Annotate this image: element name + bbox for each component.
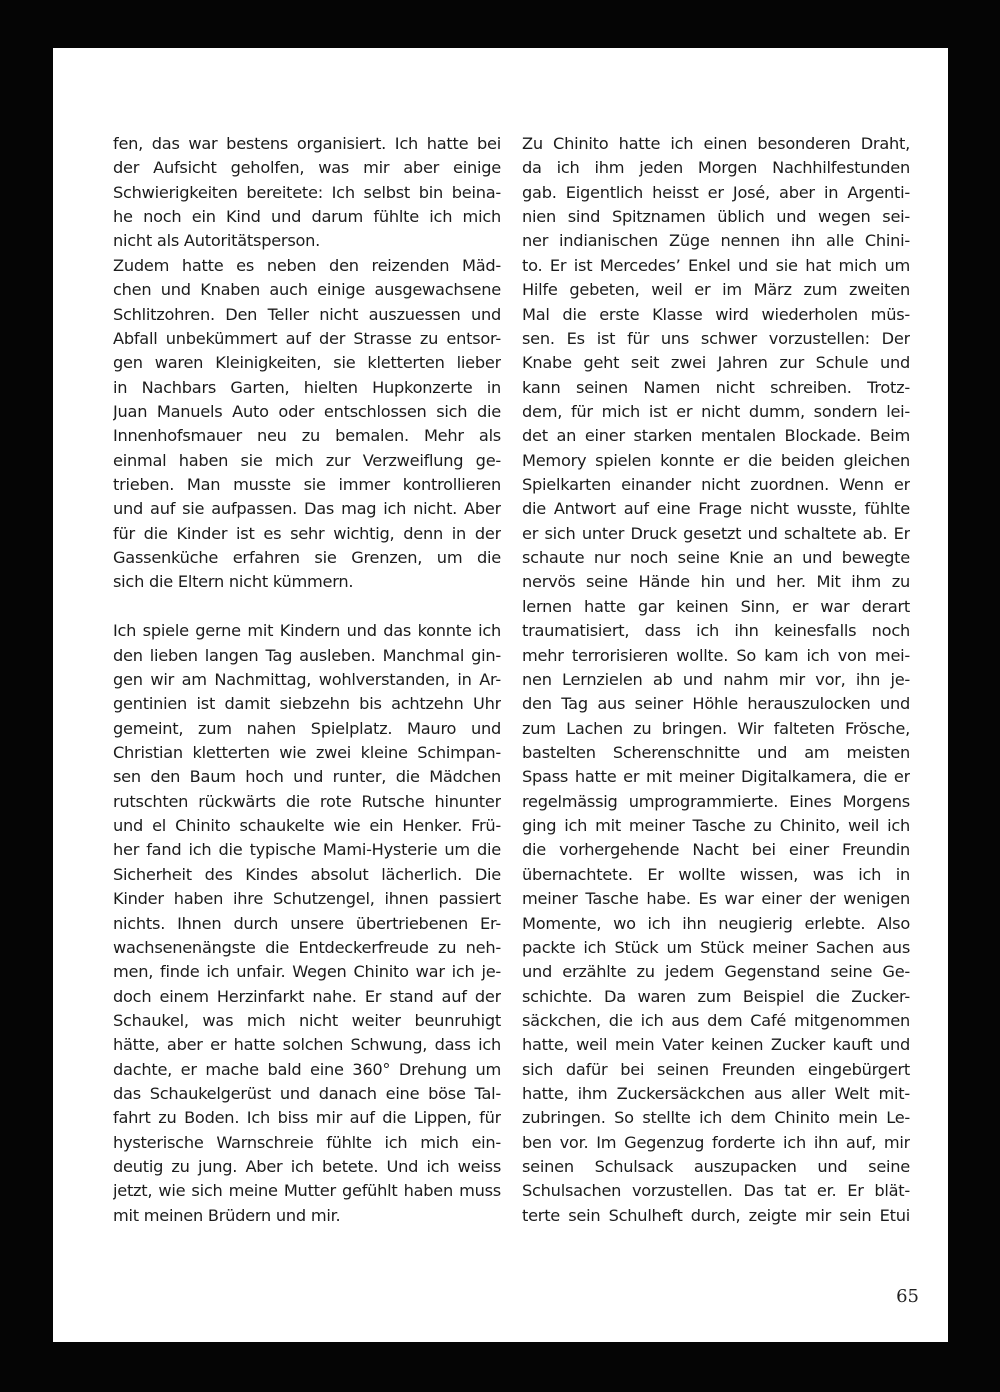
- text-line: Mal die erste Klasse wird wiederholen müs-: [522, 304, 910, 324]
- text-line: sen den Baum hoch und runter, die Mädchen: [113, 767, 501, 787]
- text-line: chen und Knaben auch einige ausgewachsene: [113, 280, 501, 300]
- text-line: gen waren Kleinigkeiten, sie kletterten lieber: [113, 353, 501, 373]
- left-text-column: [113, 132, 501, 1228]
- text-line: gemeint, zum nahen Spielplatz. Mauro und: [113, 718, 501, 738]
- text-line: Spielkarten einander nicht zuordnen. Wenn er: [522, 475, 910, 495]
- text-line: Zu Chinito hatte ich einen besonderen Draht,: [522, 134, 910, 153]
- text-line: das Schaukelgerüst und danach eine böse Tal-: [113, 1084, 501, 1104]
- text-line: packte ich Stück um Stück meiner Sachen aus: [522, 937, 910, 957]
- text-line: Schulsachen vorzustellen. Das tat er. Er blät-: [522, 1181, 910, 1201]
- text-line: in Nachbars Garten, hielten Hupkonzerte in: [113, 377, 501, 397]
- text-line: Abfall unbekümmert auf der Strasse zu entsor-: [113, 328, 501, 348]
- text-line: Memory spielen konnte er die beiden gleichen: [522, 450, 910, 470]
- text-line: und erzählte zu jedem Gegenstand seine Ge-: [522, 962, 910, 982]
- text-line: ging ich mit meiner Tasche zu Chinito, weil ich: [522, 816, 910, 836]
- text-line: sen. Es ist für uns schwer vorzustellen: Der: [522, 328, 910, 348]
- text-line: Ich spiele gerne mit Kindern und das konnte ich: [113, 621, 501, 641]
- text-line: her fand ich die typische Mami-Hysterie um die: [113, 840, 501, 860]
- text-line: hätte, aber er hatte solchen Schwung, dass ich: [113, 1035, 501, 1055]
- text-line: Sicherheit des Kindes absolut lächerlich. Die: [113, 864, 501, 884]
- text-line: det an einer starken mentalen Blockade. Beim: [522, 426, 910, 446]
- text-line: zubringen. So stellte ich dem Chinito mein Le-: [522, 1108, 910, 1128]
- text-line: Schaukel, was mich nicht weiter beunruhigt: [113, 1010, 501, 1030]
- text-line: lernen hatte gar keinen Sinn, er war derart: [522, 596, 910, 616]
- text-line: und auf sie aufpassen. Das mag ich nicht. Aber: [113, 499, 501, 519]
- text-line: kann seinen Namen nicht schreiben. Trotz-: [522, 377, 910, 397]
- text-line: hysterische Warnschreie fühlte ich mich ein-: [113, 1132, 501, 1152]
- text-line: nien sind Spitznamen üblich und wegen sei-: [522, 207, 910, 227]
- text-line: für die Kinder ist es sehr wichtig, denn in der: [113, 523, 501, 543]
- text-line: regelmässig umprogrammierte. Eines Morgens: [522, 791, 910, 811]
- text-line: to. Er ist Mercedes’ Enkel und sie hat mich um: [522, 255, 910, 275]
- text-line: he noch ein Kind und darum fühlte ich mich: [113, 207, 501, 227]
- text-line: ner indianischen Züge nennen ihn alle Chini-: [522, 231, 910, 251]
- text-line: schichte. Da waren zum Beispiel die Zucker-: [522, 986, 910, 1006]
- text-line: bastelten Scherenschnitte und am meisten: [522, 742, 910, 762]
- text-line: da ich ihm jeden Morgen Nachhilfestunden: [522, 158, 910, 178]
- text-line: terte sein Schulheft durch, zeigte mir sein Etui: [522, 1205, 910, 1225]
- right-text-column: [522, 132, 910, 1228]
- text-line: doch einem Herzinfarkt nahe. Er stand auf der: [113, 986, 501, 1006]
- text-line: nervös seine Hände hin und her. Mit ihm zu: [522, 572, 910, 592]
- text-line: mit meinen Brüdern und mir.: [113, 1205, 341, 1225]
- text-line: mehr terrorisieren wollte. So kam ich von mei-: [522, 645, 910, 665]
- text-line: sich dafür bei seinen Freunden eingebürgert: [522, 1059, 910, 1079]
- text-line: nen Lernzielen ab und nahm mir vor, ihn je-: [522, 669, 910, 689]
- text-line: Momente, wo ich ihn neugierig erlebte. Also: [522, 913, 910, 933]
- text-line: dachte, er mache bald eine 360° Drehung um: [113, 1059, 501, 1079]
- text-line: traumatisiert, dass ich ihn keinesfalls noch: [522, 621, 910, 641]
- text-line: trieben. Man musste sie immer kontrollieren: [113, 475, 501, 495]
- text-line: Gassenküche erfahren sie Grenzen, um die: [113, 548, 501, 568]
- text-line: hatte, weil mein Vater keinen Zucker kauft und: [522, 1035, 910, 1055]
- text-line: meiner Tasche habe. Es war einer der wenigen: [522, 889, 910, 909]
- text-line: fahrt zu Boden. Ich biss mir auf die Lippen, für: [113, 1108, 501, 1128]
- text-line: Christian kletterten wie zwei kleine Schimpan-: [113, 742, 501, 762]
- text-line: und el Chinito schaukelte wie ein Henker. Frü-: [113, 816, 501, 836]
- text-line: Knabe geht seit zwei Jahren zur Schule und: [522, 353, 910, 373]
- text-line: rutschten rückwärts die rote Rutsche hinunter: [113, 791, 501, 811]
- text-line: ben vor. Im Gegenzug forderte ich ihn auf, mir: [522, 1132, 910, 1152]
- text-line: säckchen, die ich aus dem Café mitgenommen: [522, 1010, 910, 1030]
- text-line: Kinder haben ihre Schutzengel, ihnen passiert: [113, 889, 501, 909]
- text-line: übernachtete. Er wollte wissen, was ich in: [522, 864, 910, 884]
- text-line: seinen Schulsack auszupacken und seine: [522, 1157, 910, 1177]
- text-line: der Aufsicht geholfen, was mir aber einige: [113, 158, 501, 178]
- text-line: die Antwort auf eine Frage nicht wusste, fühlte: [522, 499, 910, 519]
- text-line: Schlitzohren. Den Teller nicht auszuessen und: [113, 304, 501, 324]
- text-line: Hilfe gebeten, weil er im März zum zweiten: [522, 280, 910, 300]
- text-line: Schwierigkeiten bereitete: Ich selbst bin beina-: [113, 182, 501, 202]
- text-line: gen wir am Nachmittag, wohlverstanden, in Ar-: [113, 669, 501, 689]
- text-line: die vorhergehende Nacht bei einer Freundin: [522, 840, 910, 860]
- book-page: [53, 48, 948, 1342]
- text-line: fen, das war bestens organisiert. Ich hatte bei: [113, 134, 501, 153]
- text-line: dem, für mich ist er nicht dumm, sondern lei-: [522, 401, 910, 421]
- text-line: gentinien ist damit siebzehn bis achtzehn Uhr: [113, 694, 501, 714]
- text-line: men, finde ich unfair. Wegen Chinito war ich je-: [113, 962, 501, 982]
- text-line: hatte, ihm Zuckersäckchen aus aller Welt mit-: [522, 1084, 910, 1104]
- text-line: den Tag aus seiner Höhle herauszulocken und: [522, 694, 910, 714]
- text-line: Zudem hatte es neben den reizenden Mäd-: [113, 255, 501, 275]
- text-line: Juan Manuels Auto oder entschlossen sich die: [113, 401, 501, 421]
- text-line: jetzt, wie sich meine Mutter gefühlt haben muss: [113, 1181, 501, 1201]
- text-line: wachsenenängste die Entdeckerfreude zu neh-: [113, 937, 501, 957]
- text-line: einmal haben sie mich zur Verzweiflung ge-: [113, 450, 501, 470]
- text-line: den lieben langen Tag ausleben. Manchmal gin-: [113, 645, 501, 665]
- text-line: zum Lachen zu bringen. Wir falteten Frösche,: [522, 718, 910, 738]
- text-line: deutig zu jung. Aber ich betete. Und ich weiss: [113, 1157, 501, 1177]
- text-line: er sich unter Druck gesetzt und schaltete ab. Er: [522, 523, 910, 543]
- text-line: schaute nur noch seine Knie an und bewegte: [522, 548, 910, 568]
- text-line: Innenhofsmauer neu zu bemalen. Mehr als: [113, 426, 501, 446]
- text-line: Spass hatte er mit meiner Digitalkamera, die er: [522, 767, 910, 787]
- text-line: nichts. Ihnen durch unsere übertriebenen Er-: [113, 913, 501, 933]
- text-line: gab. Eigentlich heisst er José, aber in Argenti-: [522, 182, 910, 202]
- text-line: nicht als Autoritätsperson.: [113, 231, 321, 251]
- paragraph-gap: [113, 595, 501, 619]
- text-line: sich die Eltern nicht kümmern.: [113, 572, 354, 592]
- page-number: 65: [896, 1286, 919, 1307]
